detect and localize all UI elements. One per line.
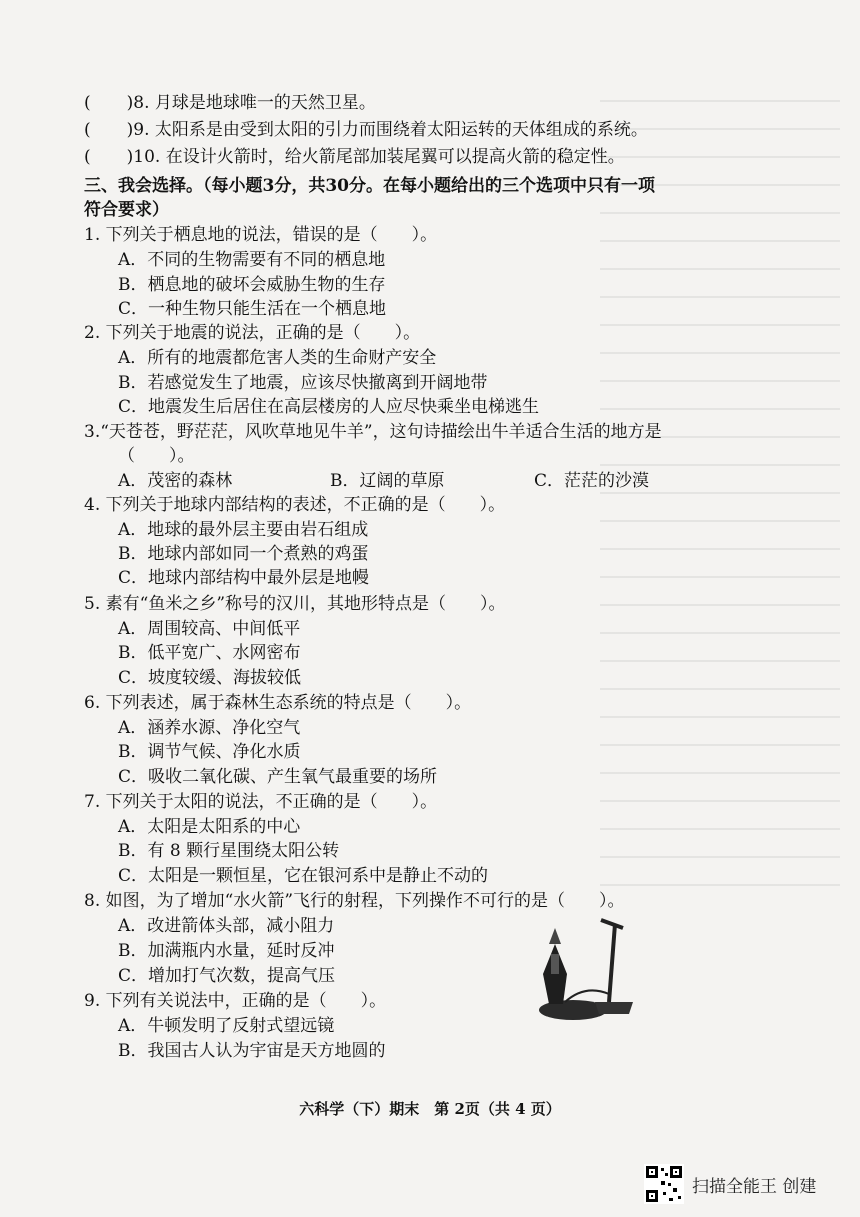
qr-code-icon [644, 1164, 684, 1204]
q3-option-b: B．辽阔的草原 [330, 471, 445, 491]
q4-option-c: C．地球内部结构中最外层是地幔 [118, 568, 370, 588]
section-title-cont: 符合要求） [84, 200, 169, 220]
q1-option-a: A．不同的生物需要有不同的栖息地 [118, 250, 386, 270]
q8-option-b: B．加满瓶内水量，延时反冲 [118, 941, 335, 961]
section-title: 三、我会选择。（每小题3分，共30分。在每小题给出的三个选项中只有一项 [84, 176, 655, 196]
question-4: 4. 下列关于地球内部结构的表述，不正确的是（ ）。 [84, 495, 506, 515]
question-7: 7. 下列关于太阳的说法，不正确的是（ ）。 [84, 792, 438, 812]
q1-option-b: B．栖息地的破坏会威胁生物的生存 [118, 275, 386, 295]
q7-option-a: A．太阳是太阳系的中心 [118, 817, 301, 837]
scanner-watermark [644, 1164, 816, 1204]
question-6: 6. 下列表述，属于森林生态系统的特点是（ ）。 [84, 693, 472, 713]
q5-option-b: B．低平宽广、水网密布 [118, 643, 301, 663]
q6-option-b: B．调节气候、净化水质 [118, 742, 301, 762]
q2-option-b: B．若感觉发生了地震，应该尽快撤离到开阔地带 [118, 373, 488, 393]
q6-option-c: C．吸收二氧化碳、产生氧气最重要的场所 [118, 767, 438, 787]
q9-option-b: B．我国古人认为宇宙是天方地圆的 [118, 1041, 386, 1061]
bleed-through-text [600, 100, 840, 900]
tf-item-8: ( )8. 月球是地球唯一的天然卫星。 [84, 93, 376, 113]
question-1: 1. 下列关于栖息地的说法，错误的是（ ）。 [84, 225, 438, 245]
question-3: 3.“天苍苍，野茫茫，风吹草地见牛羊”，这句诗描绘出牛羊适合生活的地方是 [84, 422, 662, 442]
question-5: 5. 素有“鱼米之乡”称号的汉川，其地形特点是（ ）。 [84, 594, 506, 614]
question-9: 9. 下列有关说法中，正确的是（ ）。 [84, 991, 387, 1011]
page-footer: 六科学（下）期末 第 2页（共 4 页） [299, 1100, 561, 1118]
question-2: 2. 下列关于地震的说法，正确的是（ ）。 [84, 323, 421, 343]
q3-option-c: C．茫茫的沙漠 [534, 471, 650, 491]
q5-option-c: C．坡度较缓、海拔较低 [118, 668, 302, 688]
q4-option-b: B．地球内部如同一个煮熟的鸡蛋 [118, 544, 369, 564]
q5-option-a: A．周围较高、中间低平 [118, 619, 301, 639]
question-3-paren: （ ）。 [118, 446, 195, 466]
water-rocket-figure [525, 914, 645, 1024]
q2-option-c: C．地震发生后居住在高层楼房的人应尽快乘坐电梯逃生 [118, 397, 540, 417]
q8-option-c: C．增加打气次数，提高气压 [118, 966, 336, 986]
watermark-text: 扫描全能王 创建 [692, 1176, 817, 1197]
q9-option-a: A．牛顿发明了反射式望远镜 [118, 1016, 335, 1036]
q2-option-a: A．所有的地震都危害人类的生命财产安全 [118, 348, 437, 368]
q3-option-a: A．茂密的森林 [118, 471, 233, 491]
q6-option-a: A．涵养水源、净化空气 [118, 718, 301, 738]
q4-option-a: A．地球的最外层主要由岩石组成 [118, 520, 369, 540]
tf-item-9: ( )9. 太阳系是由受到太阳的引力而围绕着太阳运转的天体组成的系统。 [84, 120, 648, 140]
q7-option-b: B．有 8 颗行星围绕太阳公转 [118, 841, 340, 861]
q7-option-c: C．太阳是一颗恒星，它在银河系中是静止不动的 [118, 866, 489, 886]
q1-option-c: C．一种生物只能生活在一个栖息地 [118, 299, 387, 319]
question-8: 8. 如图，为了增加“水火箭”飞行的射程，下列操作不可行的是（ ）。 [84, 891, 625, 911]
q8-option-a: A．改进箭体头部，减小阻力 [118, 916, 335, 936]
tf-item-10: ( )10. 在设计火箭时，给火箭尾部加装尾翼可以提高火箭的稳定性。 [84, 147, 625, 167]
